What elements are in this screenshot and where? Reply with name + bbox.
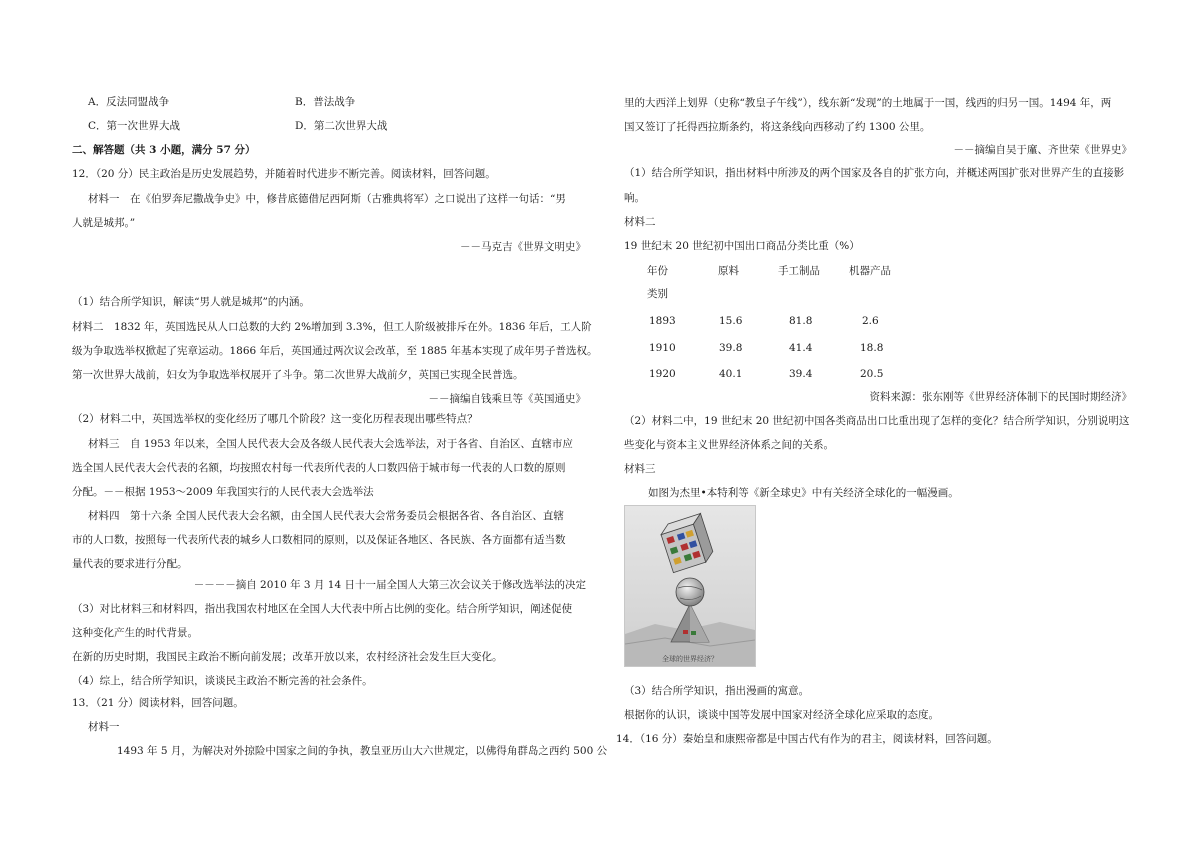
q12-material3-line1: 材料三 自 1953 年以来，全国人民代表大会及各级人民代表大会选举法，对于各省、自治区、直辖市应: [88, 438, 573, 450]
q13-subquestion-1-line1: （1）结合所学知识，指出材料中所涉及的两个国家及各自的扩张方向，并概述两国扩张对世界产生的直接影: [624, 167, 1125, 179]
q12-material1-line1: 材料一 在《伯罗奔尼撒战争史》中，修昔底德借尼西阿斯（古雅典将军）之口说出了这样一句话：“男: [88, 193, 566, 205]
q13-material1-source: －－摘编自吴于廑、齐世荣《世界史》: [953, 144, 1132, 156]
q12-subquestion-1: （1）结合所学知识，解读“男人就是城邦”的内涵。: [72, 296, 310, 308]
q12-material2-line2: 级为争取选举权掀起了宪章运动。1866 年后，英国通过两次议会改革，至 1885 年基本实现了成年男子普选权。: [72, 345, 598, 357]
table-header-year: 年份: [647, 265, 668, 277]
q13-material1-cont-line2: 国又签订了托得西拉斯条约，将这条线向西移动了约 1300 公里。: [624, 121, 931, 133]
table-cell: 2.6: [862, 315, 879, 327]
table-cell: 81.8: [789, 315, 813, 327]
table-header-category: 类别: [647, 288, 668, 300]
table-cell: 41.4: [789, 342, 813, 354]
table-header-col-1: 原料: [718, 265, 739, 277]
option-a: A．反法同盟战争: [88, 96, 170, 108]
q12-material4-line2: 市的人口数，按照每一代表所代表的城乡人口数相同的原则，以及保证各地区、各民族、各方面都有适当数: [72, 534, 566, 546]
q12-subquestion-3-line2: 这种变化产生的时代背景。: [72, 627, 198, 639]
q13-subquestion-2-line1: （2）材料二中，19 世纪末 20 世纪初中国各类商品出口比重出现了怎样的变化？结合所学知识，分别说明这: [624, 415, 1130, 427]
q13-material3-text: 如图为杰里•本特利等《新全球史》中有关经济全球化的一幅漫画。: [648, 487, 959, 499]
table-source: 资料来源：张东刚等《世界经济体制下的民国时期经济》: [869, 391, 1132, 403]
q12-material2-line3: 第一次世界大战前，妇女为争取选举权展开了斗争。第二次世界大战前夕，英国已实现全民普选。: [72, 369, 524, 381]
q13-material1-label: 材料一: [88, 721, 120, 733]
q13-material1-line1: 1493 年 5 月，为解决对外掠险中国家之间的争执，教皇亚历山大六世规定，以佛得角群岛之西约 500 公: [117, 745, 608, 757]
q13-subquestion-3: （3）结合所学知识，指出漫画的寓意。: [624, 685, 810, 697]
table-header-col-3: 机器产品: [849, 265, 891, 277]
q12-material2-source: －－摘编自钱乘旦等《英国通史》: [428, 393, 586, 405]
option-b: B．普法战争: [295, 96, 356, 108]
q12-subquestion-2: （2）材料二中，英国选举权的变化经历了哪几个阶段？这一变化历程表现出哪些特点？: [72, 413, 478, 425]
q12-material1-line2: 人就是城邦。”: [72, 217, 136, 229]
q14-header: 14．（16 分）秦始皇和康熙帝都是中国古代有作为的君主，阅读材料，回答问题。: [616, 733, 998, 745]
q13-subquestion-1-line2: 响。: [624, 192, 645, 204]
q12-subquestion-4: （4）综上，结合所学知识，谈谈民主政治不断完善的社会条件。: [72, 675, 373, 687]
option-c: C．第一次世界大战: [88, 120, 181, 132]
table-cell: 39.8: [719, 342, 743, 354]
table-cell: 18.8: [860, 342, 884, 354]
q13-material3-label: 材料三: [624, 463, 656, 475]
q12-material4-line1: 材料四 第十六条 全国人民代表大会名额，由全国人民代表大会常务委员会根据各省、各自治区、直辖: [88, 510, 564, 522]
q12-material3-line3: 分配。－－根据 1953～2009 年我国实行的人民代表大会选举法: [72, 486, 374, 498]
table-header-col-2: 手工制品: [778, 265, 820, 277]
table-row-1920-year: 1920: [649, 368, 676, 380]
table-cell: 20.5: [860, 368, 884, 380]
q12-material4-line3: 量代表的要求进行分配。: [72, 558, 188, 570]
q12-header: 12．（20 分）民主政治是历史发展趋势，并随着时代进步不断完善。阅读材料，回答问题。: [72, 168, 496, 180]
q12-material3-line2: 选全国人民代表大会代表的名额，均按照农村每一代表所代表的人口数四倍于城市每一代表的人口数的原则: [72, 462, 566, 474]
q13-subquestion-2-line2: 些变化与资本主义世界经济体系之间的关系。: [624, 439, 834, 451]
table-cell: 40.1: [719, 368, 743, 380]
table-caption: 19 世纪末 20 世纪初中国出口商品分类比重（%）: [624, 240, 860, 252]
table-cell: 39.4: [789, 368, 813, 380]
q12-material2-line1: 材料二 1832 年，英国选民从人口总数的大约 2%增加到 3.3%，但工人阶级被排斥在外。1836 年后，工人阶: [72, 321, 592, 333]
cartoon-caption: 全球的世界经济？: [662, 655, 718, 663]
cartoon-drawing: [625, 506, 755, 666]
q12-material1-source: －－马克吉《世界文明史》: [460, 241, 586, 253]
section-title: 二、解答题（共 3 小题，满分 57 分）: [72, 144, 256, 156]
globalization-cartoon: [624, 505, 756, 667]
table-row-1910-year: 1910: [649, 342, 676, 354]
table-row-1893-year: 1893: [649, 315, 676, 327]
q13-material1-cont-line1: 里的大西洋上划界（史称“教皇子午线”），线东新“发现”的土地属于一国，线西的归另一国。1494 年，两: [624, 97, 1112, 109]
q13-subquestion-3-follow: 根据你的认识，谈谈中国等发展中国家对经济全球化应采取的态度。: [624, 709, 939, 721]
q12-material4-source: －－－－摘自 2010 年 3 月 14 日十一届全国人大第三次会议关于修改选举法的决定: [193, 579, 586, 591]
q13-header: 13．（21 分）阅读材料，回答问题。: [72, 697, 244, 709]
q12-subquestion-3-line3: 在新的历史时期，我国民主政治不断向前发展；改革开放以来，农村经济社会发生巨大变化。: [72, 651, 503, 663]
option-d: D．第二次世界大战: [295, 120, 388, 132]
q13-material2-label: 材料二: [624, 216, 656, 228]
q12-subquestion-3-line1: （3）对比材料三和材料四，指出我国农村地区在全国人大代表中所占比例的变化。结合所学知识，阐述促使: [72, 603, 573, 615]
table-cell: 15.6: [719, 315, 743, 327]
